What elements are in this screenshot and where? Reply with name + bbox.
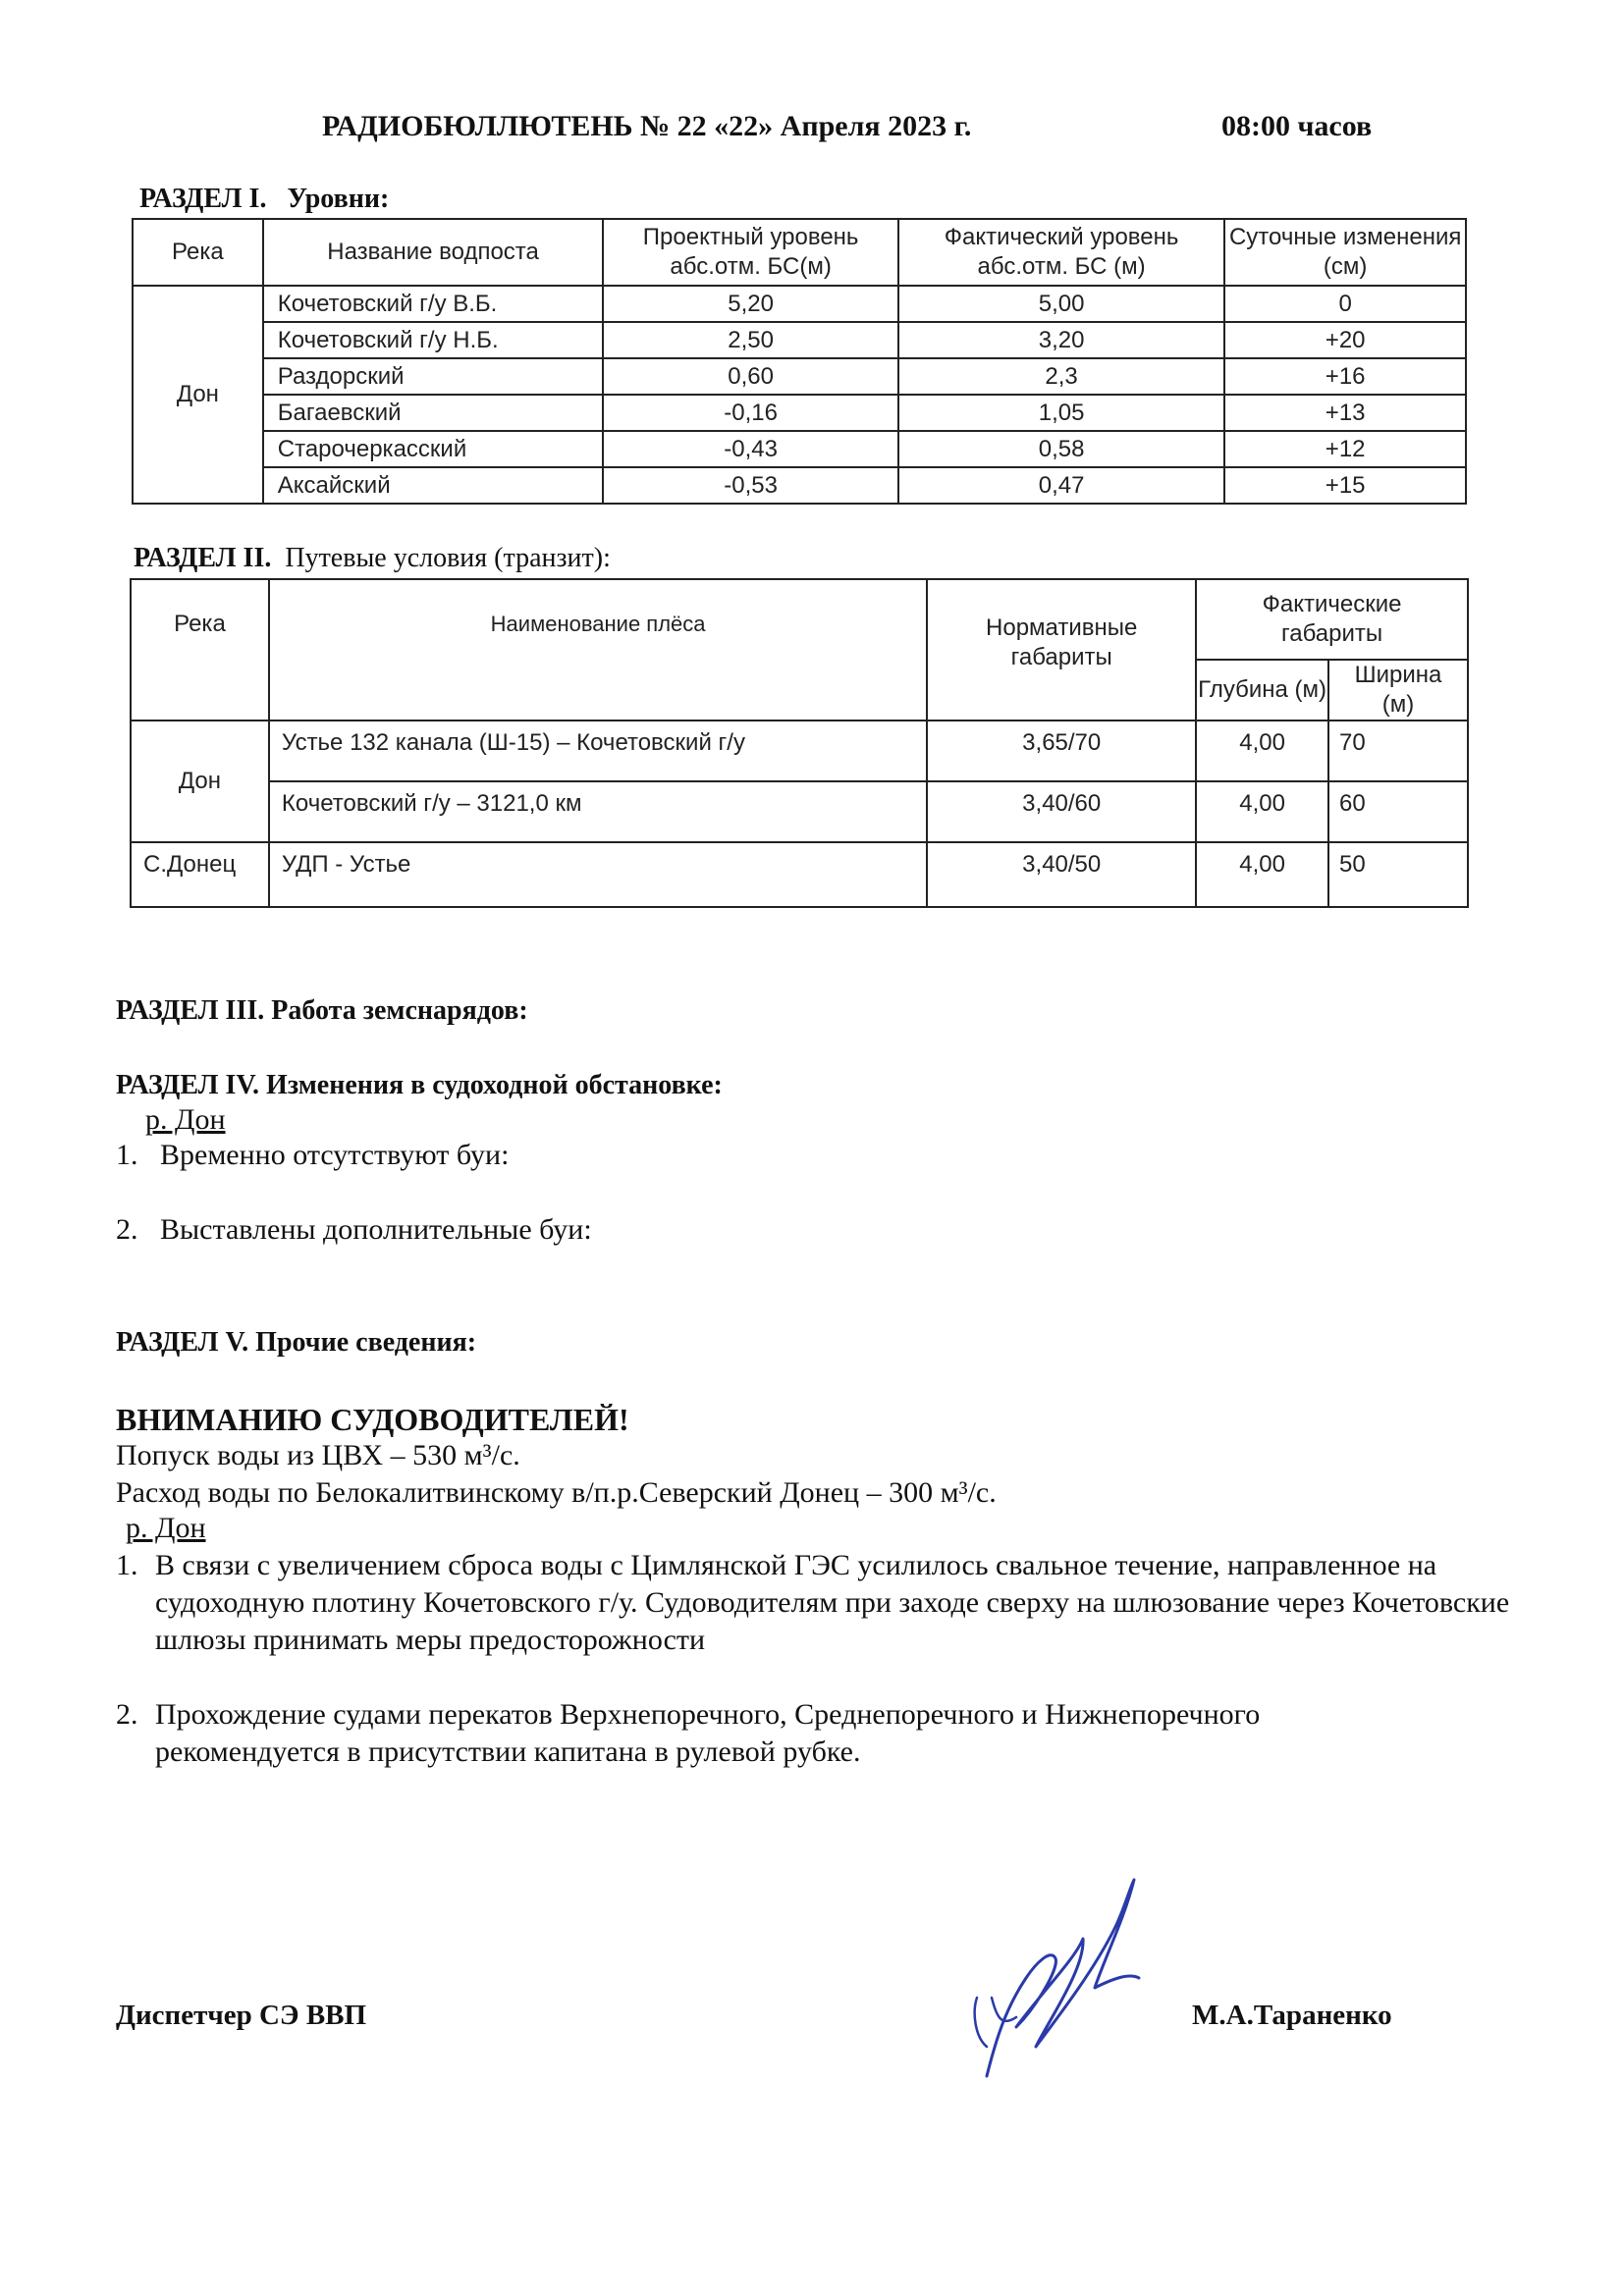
bulletin-title: РАДИОБЮЛЛЮТЕНЬ № 22 «22» Апреля 2023 г. <box>322 110 972 142</box>
actual-cell: 2,3 <box>898 358 1224 395</box>
section-4-river: р. Дон <box>145 1103 226 1136</box>
attention-line-2: Расход воды по Белокалитвинскому в/п.р.Северский Донец – 300 м³/с. <box>116 1476 997 1509</box>
section-5-heading: РАЗДЕЛ V. Прочие сведения: <box>116 1327 477 1358</box>
attention-line-1: Попуск воды из ЦВХ – 530 м³/с. <box>116 1439 520 1471</box>
col-width: Ширина (м) <box>1328 660 1468 721</box>
design-cell: -0,53 <box>603 467 898 504</box>
actual-cell: 3,20 <box>898 322 1224 358</box>
table-row <box>133 467 1466 504</box>
post-cell: Багаевский <box>263 395 604 431</box>
transit-table <box>130 578 1469 908</box>
levels-table <box>132 218 1467 505</box>
section-2-title: Путевые условия (транзит): <box>285 543 611 573</box>
section-2-number: РАЗДЕЛ II. <box>134 543 272 573</box>
col-design-level: Проектный уровень абс.отм. БС(м) <box>603 219 898 286</box>
width-cell: 50 <box>1328 842 1468 907</box>
item-text: Прохождение судами перекатов Верхнепоречного, Среднепоречного и Нижнепоречного рекомендуется в присутствии капитана в рулевой рубке. <box>155 1698 1261 1768</box>
width-cell: 70 <box>1328 721 1468 781</box>
section-1-number: РАЗДЕЛ I. <box>139 184 267 214</box>
design-cell: 5,20 <box>603 286 898 322</box>
norm-cell: 3,40/50 <box>927 842 1196 907</box>
list-item <box>116 1139 509 1172</box>
table-row <box>131 842 1468 907</box>
section-2-heading <box>134 543 611 574</box>
table-row <box>133 395 1466 431</box>
item-text: Временно отсутствуют буи: <box>160 1139 510 1171</box>
norm-cell: 3,40/60 <box>927 781 1196 842</box>
levels-header-row <box>133 219 1466 286</box>
item-number: 2. <box>116 1698 138 1731</box>
col-actual-level: Фактический уровень абс.отм. БС (м) <box>898 219 1224 286</box>
actual-cell: 0,47 <box>898 467 1224 504</box>
list-item <box>116 1696 1549 1771</box>
item-text: Выставлены дополнительные буи: <box>160 1213 592 1246</box>
col-actual-dims: Фактические габариты <box>1196 579 1468 660</box>
stretch-cell: Кочетовский г/у – 3121,0 км <box>269 781 927 842</box>
col-norm-dims: Нормативные габариты <box>927 579 1196 721</box>
item-number: 1. <box>116 1549 138 1581</box>
table-row <box>133 358 1466 395</box>
item-number: 1. <box>116 1139 138 1171</box>
width-cell: 60 <box>1328 781 1468 842</box>
table-row <box>131 721 1468 781</box>
depth-cell: 4,00 <box>1196 721 1328 781</box>
item-text: В связи с увеличением сброса воды с Цимлянской ГЭС усилилось свальное течение, направленное на судоходную плотину Кочетовского г/у. Судоводителям при заходе сверху на шлюзование через Кочетовские шлюзы принимать меры предосторожности <box>155 1549 1510 1656</box>
actual-cell: 0,58 <box>898 431 1224 467</box>
col-post-name: Название водпоста <box>263 219 604 286</box>
section-4-heading: РАЗДЕЛ IV. Изменения в судоходной обстановке: <box>116 1070 723 1100</box>
change-cell: +20 <box>1224 322 1466 358</box>
section-1-heading <box>139 184 389 215</box>
river-cell: С.Донец <box>131 842 269 907</box>
section-1-title: Уровни: <box>287 184 390 214</box>
list-item <box>116 1547 1549 1659</box>
dispatcher-name: М.А.Тараненко <box>1192 2000 1392 2031</box>
dispatcher-position: Диспетчер СЭ ВВП <box>116 2000 367 2031</box>
design-cell: -0,43 <box>603 431 898 467</box>
col-river: Река <box>133 219 263 286</box>
depth-cell: 4,00 <box>1196 842 1328 907</box>
change-cell: 0 <box>1224 286 1466 322</box>
section-3-heading: РАЗДЕЛ III. Работа земснарядов: <box>116 995 528 1026</box>
stretch-cell: Устье 132 канала (Ш-15) – Кочетовский г/у <box>269 721 927 781</box>
col-daily-change: Суточные изменения (см) <box>1224 219 1466 286</box>
list-item <box>116 1213 592 1247</box>
table-row <box>131 781 1468 842</box>
col-depth: Глубина (м) <box>1196 660 1328 721</box>
actual-cell: 5,00 <box>898 286 1224 322</box>
stretch-cell: УДП - Устье <box>269 842 927 907</box>
post-cell: Аксайский <box>263 467 604 504</box>
post-cell: Кочетовский г/у В.Б. <box>263 286 604 322</box>
col-stretch: Наименование плёса <box>269 579 927 721</box>
river-cell: Дон <box>131 721 269 842</box>
attention-river: р. Дон <box>126 1512 206 1544</box>
table-row <box>133 286 1466 322</box>
post-cell: Раздорский <box>263 358 604 395</box>
change-cell: +13 <box>1224 395 1466 431</box>
table-row <box>133 431 1466 467</box>
design-cell: -0,16 <box>603 395 898 431</box>
table-row <box>133 322 1466 358</box>
change-cell: +12 <box>1224 431 1466 467</box>
item-number: 2. <box>116 1213 138 1246</box>
post-cell: Кочетовский г/у Н.Б. <box>263 322 604 358</box>
river-cell: Дон <box>133 286 263 504</box>
signature <box>957 1870 1193 2096</box>
change-cell: +16 <box>1224 358 1466 395</box>
post-cell: Старочеркасский <box>263 431 604 467</box>
depth-cell: 4,00 <box>1196 781 1328 842</box>
design-cell: 0,60 <box>603 358 898 395</box>
attention-list <box>116 1547 1549 1771</box>
change-cell: +15 <box>1224 467 1466 504</box>
design-cell: 2,50 <box>603 322 898 358</box>
attention-heading: ВНИМАНИЮ СУДОВОДИТЕЛЕЙ! <box>116 1402 629 1437</box>
bulletin-time: 08:00 часов <box>1221 110 1373 142</box>
col-river: Река <box>131 579 269 721</box>
actual-cell: 1,05 <box>898 395 1224 431</box>
norm-cell: 3,65/70 <box>927 721 1196 781</box>
transit-header-row <box>131 579 1468 660</box>
